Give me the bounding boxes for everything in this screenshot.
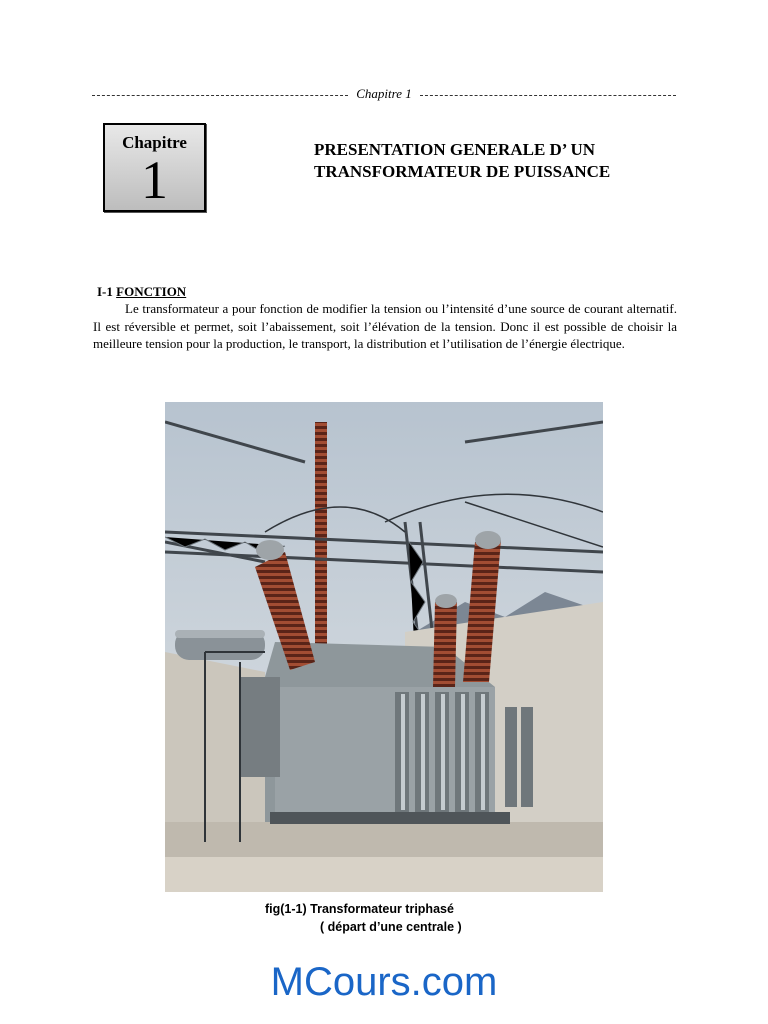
- title-line-1: PRESENTATION GENERALE D’ UN: [314, 140, 596, 159]
- section-number: I-1: [97, 284, 113, 299]
- chapter-label: Chapitre: [122, 133, 187, 152]
- figure-caption: [240, 900, 530, 936]
- chapter-title: [314, 139, 714, 183]
- chapter-number: 1: [141, 150, 168, 210]
- running-title: Chapitre 1: [356, 86, 412, 101]
- title-line-2: TRANSFORMATEUR DE PUISSANCE: [314, 162, 611, 181]
- section-title: FONCTION: [116, 284, 187, 299]
- mcours-watermark: MCours.com: [270, 960, 498, 1004]
- section-paragraph: Le transformateur a pour fonction de modifier la tension ou l’intensité d’une source de courant alternatif. Il est réversible et permet, soit l’abaissement, soit l’élévation de la tension. Donc il est possible de choisir la meilleure tension pour la production, le transport, la distribution et l’utilisation de l’énergie électrique.: [93, 301, 677, 351]
- header-dash-right: [420, 95, 676, 96]
- caption-line-1: fig(1-1) Transformateur triphasé: [265, 902, 454, 916]
- header-dash-left: [92, 95, 348, 96]
- chapter-box: [103, 123, 206, 212]
- caption-line-2: ( départ d’une centrale ): [320, 920, 462, 934]
- section-heading: [97, 284, 186, 300]
- running-header: [92, 86, 676, 102]
- transformer-photo: [165, 402, 603, 892]
